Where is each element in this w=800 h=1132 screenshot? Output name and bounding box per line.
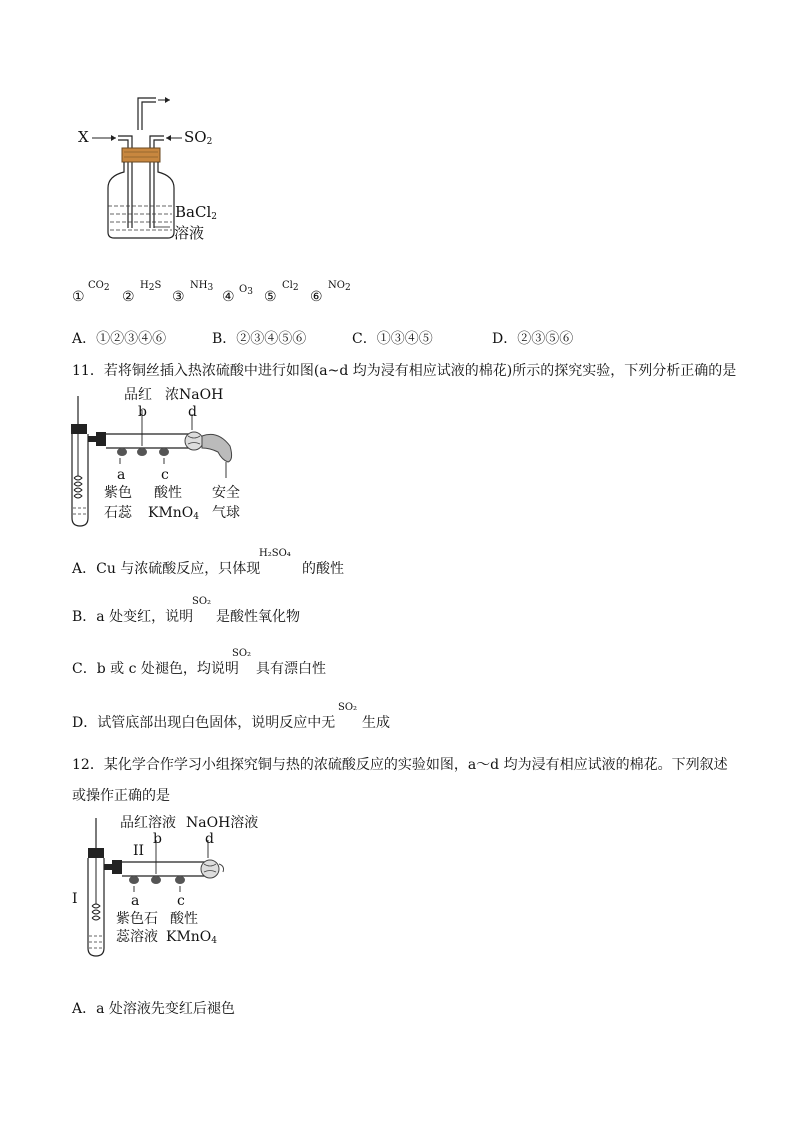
q11-option-a-post: 的酸性 — [302, 561, 344, 577]
gas-1-num: ① — [72, 289, 85, 305]
gas-5-formula: Cl2 — [282, 280, 299, 293]
gas-bottle-drawing — [70, 88, 270, 248]
q11-option-c-text: C．b 或 c 处褪色，均说明 — [72, 661, 239, 677]
q11-option-d-formula: SO₂ — [338, 702, 358, 713]
q11-option-a[interactable] — [72, 548, 472, 582]
q11-fig-qiqiu: 气球 — [212, 505, 240, 521]
q10-options — [72, 330, 692, 350]
q11-fig-b: b — [138, 404, 147, 420]
q11-fig-suanxing: 酸性 — [154, 485, 182, 501]
gas-6-num: ⑥ — [310, 289, 323, 305]
figure-gas-bottle — [70, 88, 270, 248]
q11-option-b-text: B．a 处变红，说明 — [72, 609, 194, 625]
q11-fig-anquan: 安全 — [212, 485, 240, 501]
q12-fig-zise: 紫色石 — [116, 911, 158, 927]
q11-option-d-post: 生成 — [362, 715, 390, 731]
q11-option-a-text: A．Cu 与浓硫酸反应，只体现 — [72, 561, 261, 577]
gas-4-formula: O3 — [239, 284, 253, 297]
q12-fig-kmno4: KMnO$_4$ — [166, 929, 218, 946]
gas-list — [72, 280, 392, 306]
q11-option-b-post: 是酸性氧化物 — [216, 609, 300, 625]
gas-5-num: ⑤ — [264, 289, 277, 305]
q11-option-d-text: D．试管底部出现白色固体，说明反应中无 — [72, 715, 336, 731]
q12-fig-a: a — [131, 893, 140, 909]
q12-fig-naoh: NaOH溶液 — [186, 815, 259, 831]
q12-fig-ruiye: 蕊溶液 — [116, 929, 158, 945]
q12-fig-d: d — [205, 831, 214, 847]
q12-fig-suanxing: 酸性 — [170, 911, 198, 927]
q11-fig-a: a — [117, 467, 126, 483]
gas-4-num: ④ — [222, 289, 235, 305]
q10-option-b[interactable]: B．②③④⑤⑥ — [212, 331, 307, 347]
q12-option-a[interactable]: A．a 处溶液先变红后褪色 — [72, 1001, 235, 1017]
q11-option-c-post: 具有漂白性 — [256, 661, 326, 677]
q11-fig-d: d — [188, 404, 197, 420]
q11-option-c[interactable] — [72, 648, 472, 682]
q12-fig-b: b — [153, 831, 162, 847]
gas-2-num: ② — [122, 289, 135, 305]
q12-fig-II: II — [133, 843, 145, 859]
q10-option-c[interactable]: C．①③④⑤ — [352, 331, 433, 347]
gas-3-num: ③ — [172, 289, 185, 305]
q12-fig-pinhong: 品红溶液 — [120, 815, 176, 831]
q12-fig-I: I — [72, 891, 78, 907]
q11-option-b[interactable] — [72, 596, 472, 630]
q10-option-a[interactable]: A．①②③④⑥ — [72, 331, 167, 347]
q11-option-c-formula: SO₂ — [232, 648, 252, 659]
q11-fig-kmno4: KMnO$_4$ — [148, 505, 200, 522]
q12-stem-line2: 或操作正确的是 — [72, 788, 170, 804]
q11-fig-shirui: 石蕊 — [104, 505, 132, 521]
gas-1-formula: CO2 — [88, 280, 110, 293]
gas-6-formula: NO2 — [328, 280, 351, 293]
q10-option-d[interactable]: D．②③⑤⑥ — [492, 331, 574, 347]
q11-option-a-formula: H₂SO₄ — [259, 548, 291, 559]
q11-fig-zise: 紫色 — [104, 485, 132, 501]
q12-fig-c: c — [177, 893, 185, 909]
q11-fig-c: c — [161, 467, 169, 483]
q11-stem: 11．若将铜丝插入热浓硫酸中进行如图(a~d 均为浸有相应试液的棉花)所示的探究实验，下列分析正确的是 — [72, 363, 737, 379]
q11-option-b-formula: SO₂ — [192, 596, 212, 607]
q11-fig-naoh: 浓NaOH — [165, 387, 224, 403]
fig1-so2-label: $SO_2$ — [184, 128, 213, 147]
fig1-bacl2-label: BaCl$_2$ — [175, 203, 217, 222]
gas-2-formula: H2S — [140, 280, 162, 293]
q11-fig-pinhong: 品红 — [124, 387, 152, 403]
fig1-x-label: X — [78, 128, 89, 146]
fig1-solution-label: 溶液 — [174, 224, 205, 242]
q12-stem-line1: 12．某化学合作学习小组探究铜与热的浓硫酸反应的实验如图，a～d 均为浸有相应试液的棉花。下列叙述 — [72, 757, 728, 773]
gas-3-formula: NH3 — [190, 280, 214, 293]
q11-option-d[interactable] — [72, 702, 492, 736]
